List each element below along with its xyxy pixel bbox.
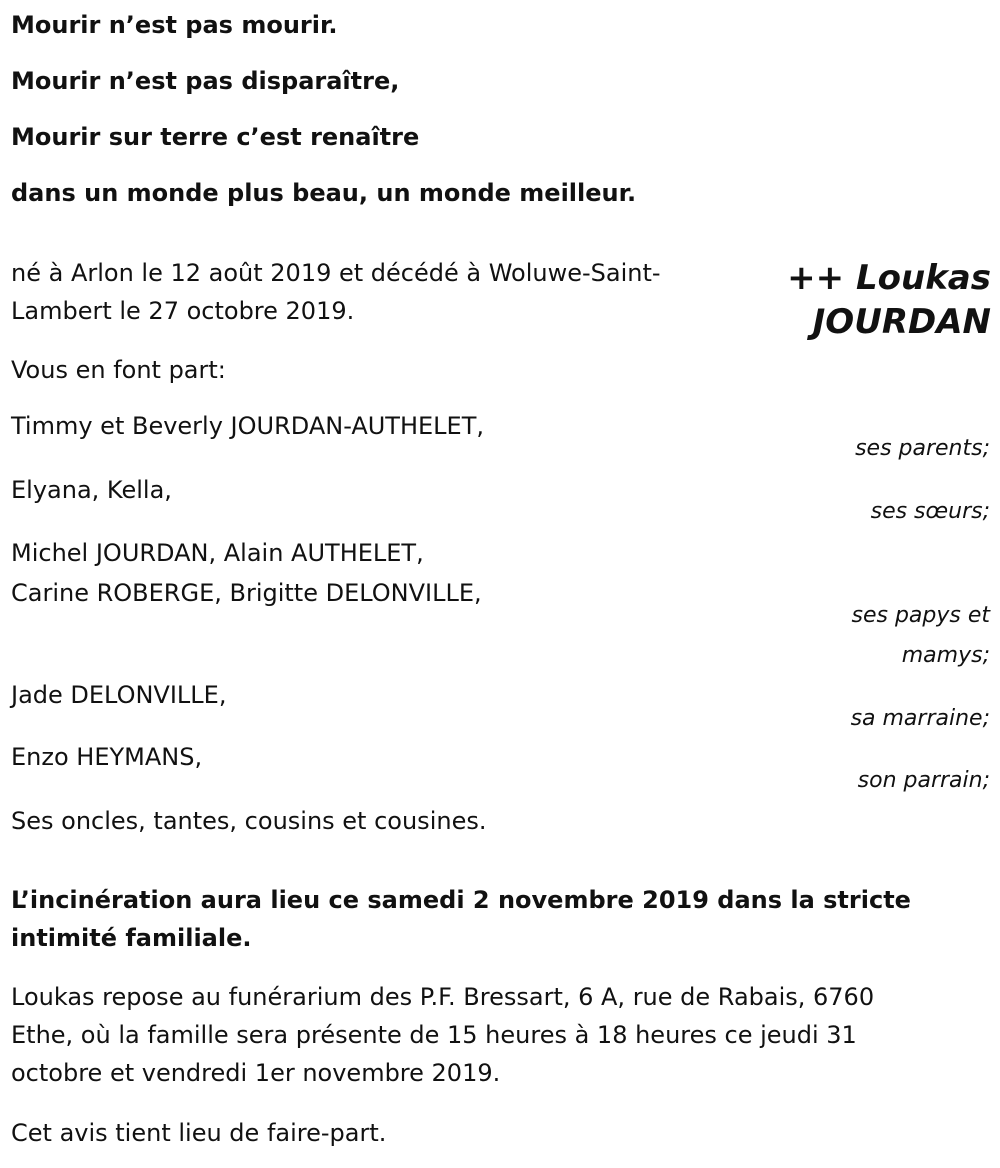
grandparents-line-1: Michel JOURDAN, Alain AUTHELET,: [11, 539, 424, 567]
announcement-intro: Vous en font part:: [11, 356, 226, 384]
cremation-line-2: intimité familiale.: [11, 924, 252, 952]
funeral-home-line-3: octobre et vendredi 1er novembre 2019.: [11, 1059, 501, 1087]
birth-death-line-2: Lambert le 27 octobre 2019.: [11, 297, 355, 325]
poem-line-4: dans un monde plus beau, un monde meilleur.: [11, 179, 637, 207]
grandparents-line-2: Carine ROBERGE, Brigitte DELONVILLE,: [11, 579, 482, 607]
godmother-name: Jade DELONVILLE,: [11, 681, 227, 709]
deceased-name-line-2: JOURDAN: [812, 302, 991, 342]
godmother-role: sa marraine;: [850, 706, 990, 731]
grandparents-role-line-1: ses papys et: [851, 603, 990, 628]
grandparents-role: [852, 596, 991, 676]
sisters-names: Elyana, Kella,: [11, 476, 172, 504]
godfather-role: son parrain;: [857, 768, 990, 793]
funeral-home-line-1: Loukas repose au funérarium des P.F. Bressart, 6 A, rue de Rabais, 6760: [11, 983, 875, 1011]
poem-line-3: Mourir sur terre c’est renaître: [11, 123, 420, 151]
deceased-name-line-1: ++ Loukas: [787, 258, 991, 298]
grandparents-names: [11, 533, 482, 613]
deceased-name: [787, 256, 991, 344]
poem-line-2: Mourir n’est pas disparaître,: [11, 67, 400, 95]
funeral-home-line-2: Ethe, où la famille sera présente de 15 heures à 18 heures ce jeudi 31: [11, 1021, 857, 1049]
funeral-home-info: [11, 978, 874, 1092]
godfather-name: Enzo HEYMANS,: [11, 743, 203, 771]
poem-line-1: Mourir n’est pas mourir.: [11, 11, 338, 39]
parents-role: ses parents;: [855, 436, 990, 461]
closing-note: Cet avis tient lieu de faire-part.: [11, 1119, 387, 1147]
cremation-notice: [11, 881, 971, 957]
sisters-role: ses sœurs;: [870, 499, 990, 524]
grandparents-role-line-2: mamys;: [901, 643, 990, 668]
birth-death-line-1: né à Arlon le 12 août 2019 et décédé à Woluwe-Saint-: [11, 259, 661, 287]
parents-names: Timmy et Beverly JOURDAN-AUTHELET,: [11, 412, 485, 440]
cremation-line-1: L’incinération aura lieu ce samedi 2 novembre 2019 dans la stricte: [11, 886, 911, 914]
birth-death-text: [11, 254, 661, 330]
extended-family: Ses oncles, tantes, cousins et cousines.: [11, 807, 487, 835]
